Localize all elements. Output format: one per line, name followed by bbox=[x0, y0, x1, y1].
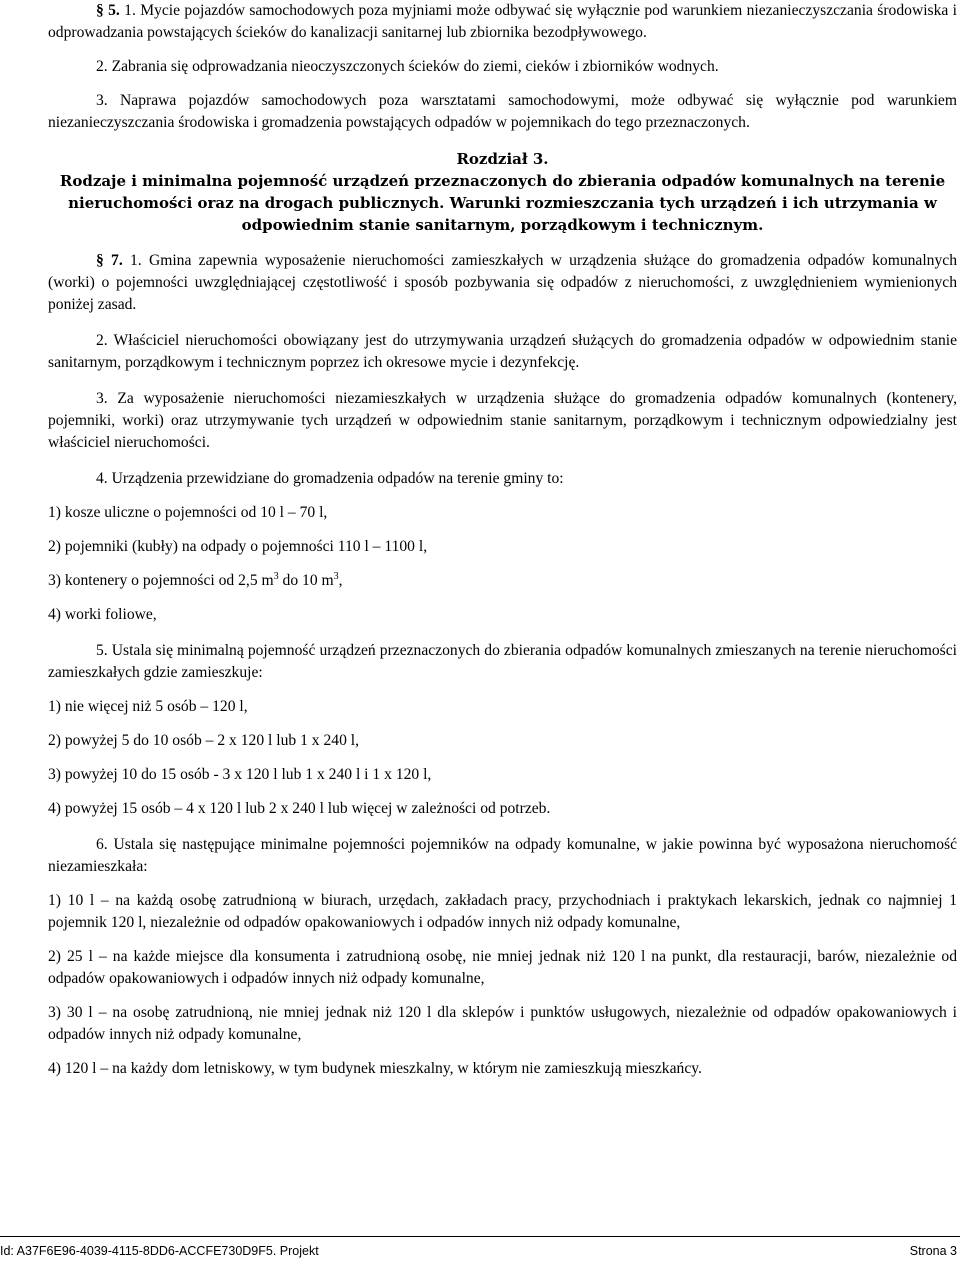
list-item: 2) pojemniki (kubły) na odpady o pojemności 110 l – 1100 l, bbox=[48, 538, 428, 555]
document-page bbox=[48, 0, 957, 1080]
list-item: 2) powyżej 5 do 10 osób – 2 x 120 l lub 1 x 240 l, bbox=[48, 732, 359, 749]
paragraph-7-4: 4. Urządzenia przewidziane do gromadzenia odpadów na terenie gminy to: bbox=[96, 470, 564, 487]
section-5-number: § 5. bbox=[96, 2, 120, 19]
list-item: 4) 120 l – na każdy dom letniskowy, w tym budynek mieszkalny, w którym nie zamieszkują mieszkańcy. bbox=[48, 1060, 702, 1077]
paragraph-7-1 bbox=[48, 250, 957, 316]
list-item bbox=[48, 570, 957, 592]
paragraph-7-5: 5. Ustala się minimalną pojemność urządzeń przeznaczonych do zbierania odpadów komunalnych zmieszanych na terenie nieruchomości zamieszkałych gdzie zamieszkuje: bbox=[48, 642, 957, 681]
paragraph-5-2: 2. Zabrania się odprowadzania nieoczyszczonych ścieków do ziemi, cieków i zbiorników wodnych. bbox=[96, 58, 719, 75]
chapter-title-part-1: Rodzaje i minimalna pojemność urządzeń przeznaczonych do zbierania odpadów komunalnych na terenie nieruchomości oraz na drogach publicznych. bbox=[59, 172, 946, 212]
paragraph-5-1 bbox=[48, 0, 957, 44]
list-item: 1) nie więcej niż 5 osób – 120 l, bbox=[48, 698, 248, 715]
section-7-number: § 7. bbox=[96, 252, 123, 269]
list-item-text: do 10 m bbox=[278, 572, 334, 589]
list-item: 1) kosze uliczne o pojemności od 10 l – 70 l, bbox=[48, 504, 328, 521]
chapter-label: Rozdział 3. bbox=[456, 150, 549, 168]
paragraph-5-1-text: 1. Mycie pojazdów samochodowych poza myjniami może odbywać się wyłącznie pod warunkiem niezanieczyszczania środowiska i odprowadzania powstających ścieków do kanalizacji sanitarnej lub zbiornika bezodpływowego. bbox=[48, 2, 957, 41]
chapter-title-part-2: Warunki rozmieszczania tych urządzeń i ich utrzymania w odpowiednim stanie sanitarnym, porządkowym i technicznym. bbox=[241, 194, 937, 234]
superscript: 3 bbox=[333, 571, 339, 582]
list-item: 4) powyżej 15 osób – 4 x 120 l lub 2 x 240 l lub więcej w zależności od potrzeb. bbox=[48, 800, 551, 817]
list-item: 1) 10 l – na każdą osobę zatrudnioną w biurach, urzędach, zakładach pracy, przychodniach i praktykach lekarskich, jednak co najmniej 1 pojemnik 120 l, niezależnie od odpadów opakowaniowych i odpadów innych niż odpady komunalne, bbox=[48, 892, 957, 931]
superscript: 3 bbox=[273, 571, 279, 582]
list-item-text: 3) kontenery o pojemności od 2,5 m bbox=[48, 572, 274, 589]
paragraph-5-3: 3. Naprawa pojazdów samochodowych poza warsztatami samochodowymi, może odbywać się wyłącznie pod warunkiem niezanieczyszczania środowiska i gromadzenia powstających odpadów w pojemnikach do tego przeznaczonych. bbox=[48, 92, 957, 131]
page-footer bbox=[0, 1236, 960, 1258]
chapter-title bbox=[48, 170, 957, 236]
document-id: Id: A37F6E96-4039-4115-8DD6-ACCFE730D9F5. Projekt bbox=[0, 1244, 319, 1258]
page-number: Strona 3 bbox=[909, 1244, 957, 1258]
paragraph-7-1-text: 1. Gmina zapewnia wyposażenie nieruchomości zamieszkałych w urządzenia służące do gromadzenia odpadów komunalnych (worki) o pojemności uwzględniającej częstotliwość i sposób pozbywania się odpadów z nieruchomości, z uwzględnieniem wymienionych poniżej zasad. bbox=[48, 252, 957, 313]
paragraph-7-2: 2. Właściciel nieruchomości obowiązany jest do utrzymywania urządzeń służących do gromadzenia odpadów w odpowiednim stanie sanitarnym, porządkowym i technicznym poprzez ich okresowe mycie i dezynfekcję. bbox=[48, 332, 957, 371]
paragraph-7-3: 3. Za wyposażenie nieruchomości niezamieszkałych w urządzenia służące do gromadzenia odpadów komunalnych (kontenery, pojemniki, worki) oraz utrzymywanie tych urządzeń w odpowiednim stanie sanitarnym, porządkowym i technicznym odpowiedzialny jest właściciel nieruchomości. bbox=[48, 390, 957, 451]
list-item-text: , bbox=[338, 572, 343, 589]
list-item: 3) powyżej 10 do 15 osób - 3 x 120 l lub 1 x 240 l i 1 x 120 l, bbox=[48, 766, 432, 783]
list-item: 4) worki foliowe, bbox=[48, 606, 157, 623]
list-item: 3) 30 l – na osobę zatrudnioną, nie mniej jednak niż 120 l dla sklepów i punktów usługowych, niezależnie od odpadów opakowaniowych i odpadów innych niż odpady komunalne, bbox=[48, 1004, 957, 1043]
list-item: 2) 25 l – na każde miejsce dla konsumenta i zatrudnioną osobę, nie mniej jednak niż 120 l na punkt, dla restauracji, barów, niezależnie od odpadów opakowaniowych i odpadów innych niż odpady komunalne, bbox=[48, 948, 957, 987]
paragraph-7-6: 6. Ustala się następujące minimalne pojemności pojemników na odpady komunalne, w jakie powinna być wyposażona nieruchomość niezamieszkała: bbox=[48, 836, 957, 875]
